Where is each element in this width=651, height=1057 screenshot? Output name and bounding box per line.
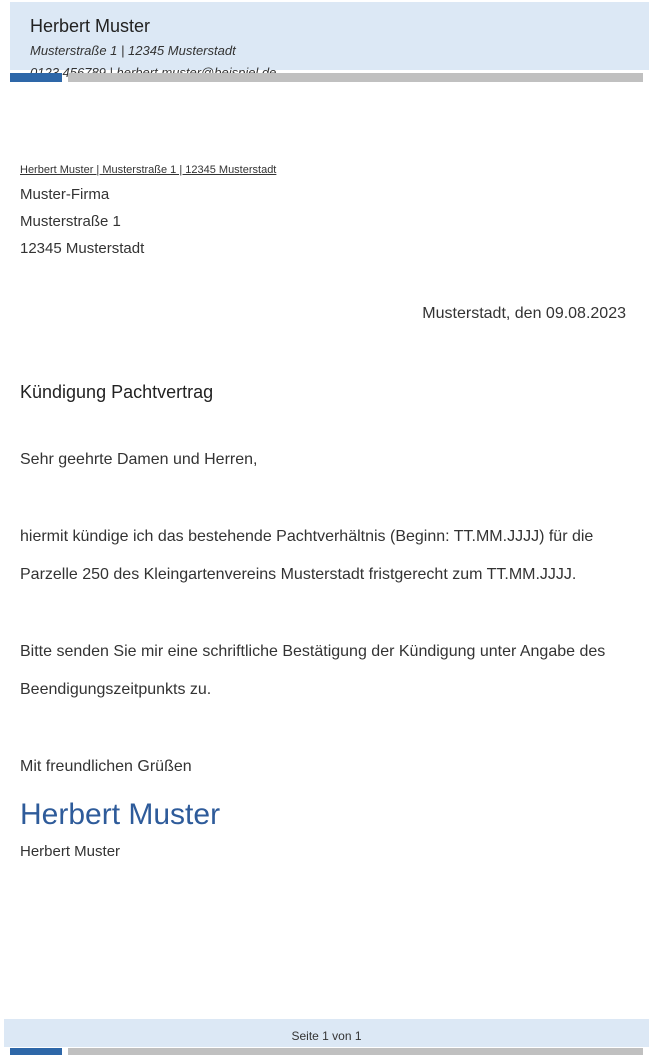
paragraph-1-line-1: hiermit kündige ich das bestehende Pachtverhältnis (Beginn: TT.MM.JJJJ) für die [20,528,594,545]
footer-accent-bar-gray [68,1048,643,1055]
paragraph-1-line-2: Parzelle 250 des Kleingartenvereins Musterstadt fristgerecht zum TT.MM.JJJJ. [20,566,577,583]
recipient-city: 12345 Musterstadt [20,240,145,257]
closing: Mit freundlichen Grüßen [20,758,192,775]
letter-date: Musterstadt, den 09.08.2023 [422,305,626,322]
sender-return-line: Herbert Muster | Musterstraße 1 | 12345 Musterstadt [20,164,277,176]
paragraph-2-line-1: Bitte senden Sie mir eine schriftliche Bestätigung der Kündigung unter Angabe des [20,643,606,660]
footer-accent-bar-blue [10,1048,62,1055]
paragraph-2-line-2: Beendigungszeitpunkts zu. [20,681,212,698]
letterhead [10,2,649,70]
salutation: Sehr geehrte Damen und Herren, [20,451,258,468]
header-accent-bar-blue [10,73,62,82]
header-accent-bar-gray [68,73,643,82]
footer [4,1019,649,1047]
page-number: Seite 1 von 1 [291,1029,362,1043]
letter-subject: Kündigung Pachtvertrag [20,382,214,402]
letterhead-name: Herbert Muster [30,16,151,36]
recipient-street: Musterstraße 1 [20,213,121,230]
recipient-company: Muster-Firma [20,186,110,203]
signature-script: Herbert Muster [20,798,221,831]
letterhead-address: Musterstraße 1 | 12345 Musterstadt [30,43,236,58]
signature-name: Herbert Muster [20,843,121,860]
